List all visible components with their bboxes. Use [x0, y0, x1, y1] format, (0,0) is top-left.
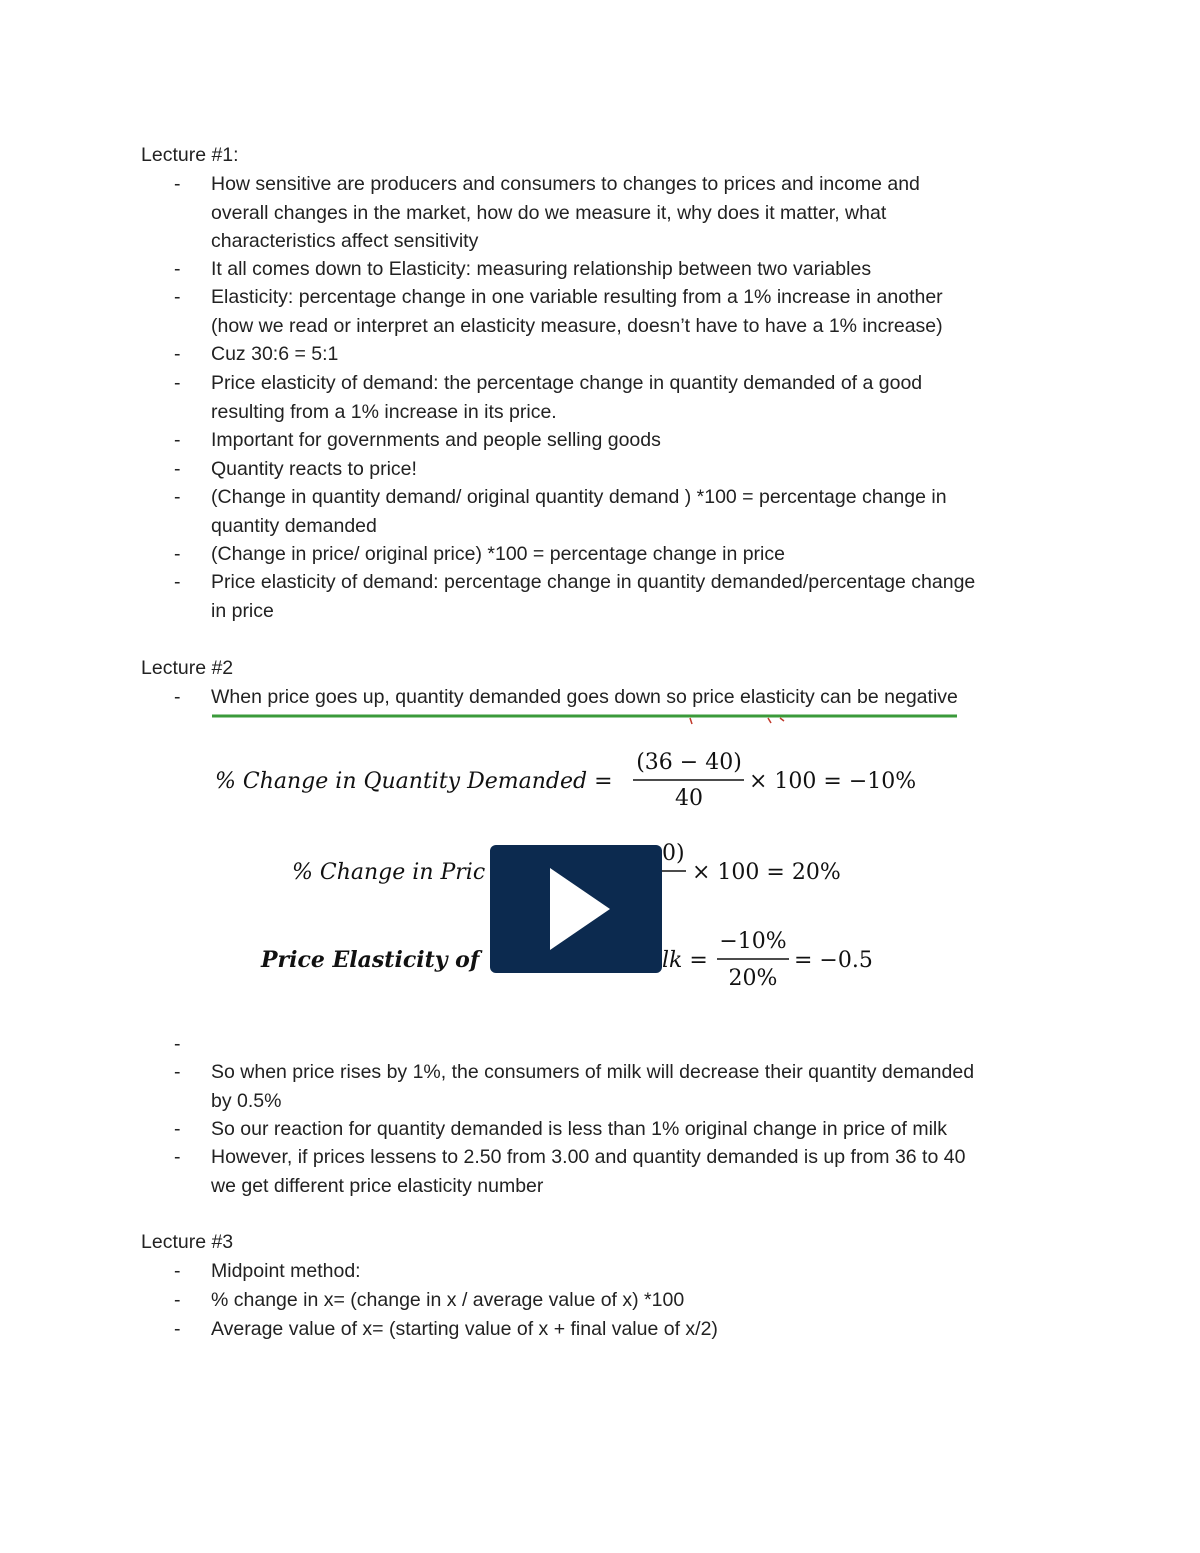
bullet-line: Elasticity: percentage change in one variable resulting from a 1% increase in another: [211, 286, 943, 308]
lecture-3-heading: Lecture #3: [141, 1231, 234, 1253]
eq3-mid: lk =: [662, 948, 708, 973]
eq1-denominator: 40: [675, 786, 703, 811]
lecture-1-heading: Lecture #1:: [141, 144, 239, 166]
bullet-line: by 0.5%: [211, 1089, 282, 1112]
bullet-line: It all comes down to Elasticity: measuring relationship between two variables: [211, 258, 872, 280]
bullet-dash: -: [174, 173, 181, 195]
bullet-line: Quantity reacts to price!: [211, 458, 417, 480]
bullet-line: (Change in quantity demand/ original quantity demand ) *100 = percentage change in: [211, 486, 947, 508]
bullet-dash: -: [174, 1260, 181, 1282]
bullet-line: (Change in price/ original price) *100 = percentage change in price: [211, 543, 785, 565]
bullet-dash: -: [174, 1033, 181, 1055]
bullet-line: characteristics affect sensitivity: [211, 230, 479, 252]
eq2-numerator: 0): [662, 841, 685, 866]
bullet-line: (how we read or interpret an elasticity measure, doesn’t have to have a 1% increase): [211, 314, 943, 337]
bullet-line: Cuz 30:6 = 5:1: [211, 343, 339, 365]
bullet-line: When price goes up, quantity demanded goes down so price elasticity can be negative: [211, 686, 958, 708]
bullet-dash: -: [174, 343, 181, 365]
bullet-line: Important for governments and people selling goods: [211, 429, 661, 451]
bullet-dash: -: [174, 429, 181, 451]
bullet-dash: -: [174, 543, 181, 565]
bullet-dash: -: [174, 486, 181, 508]
bullet-line: So our reaction for quantity demanded is less than 1% original change in price of milk: [211, 1118, 947, 1140]
eq1-rhs: × 100 = −10%: [749, 769, 917, 794]
eq3-denominator: 20%: [728, 966, 778, 991]
bullet-dash: -: [174, 571, 181, 593]
bullet-dash: -: [174, 1146, 181, 1168]
bullet-line: However, if prices lessens to 2.50 from 3.00 and quantity demanded is up from 36 to 40: [211, 1146, 966, 1168]
bullet-line: % change in x= (change in x / average value of x) *100: [211, 1289, 685, 1311]
bullet-dash: -: [174, 458, 181, 480]
bullet-dash: -: [174, 686, 181, 708]
bullet-dash: -: [174, 286, 181, 308]
bullet-dash: -: [174, 1318, 181, 1340]
play-icon: [490, 845, 662, 973]
bullet-line: How sensitive are producers and consumers to changes to prices and income and: [211, 173, 920, 195]
eq2-rhs: × 100 = 20%: [692, 860, 841, 885]
bullet-dash: -: [174, 258, 181, 280]
eq2-lhs: % Change in Pric: [292, 860, 486, 885]
bullet-dash: -: [174, 1289, 181, 1311]
bullet-line: in price: [211, 599, 274, 622]
bullet-dash: -: [174, 372, 181, 394]
eq3-rhs: = −0.5: [794, 948, 873, 973]
eq3-lhs: Price Elasticity of: [261, 947, 480, 973]
bullet-line: Average value of x= (starting value of x + final value of x/2): [211, 1318, 718, 1340]
eq1-numerator: (36 − 40): [636, 750, 742, 775]
bullet-line: So when price rises by 1%, the consumers of milk will decrease their quantity demanded: [211, 1061, 975, 1083]
bullet-line: overall changes in the market, how do we measure it, why does it matter, what: [211, 201, 887, 224]
bullet-line: resulting from a 1% increase in its price.: [211, 400, 557, 423]
bullet-line: we get different price elasticity number: [211, 1174, 544, 1197]
red-marks: [690, 718, 784, 724]
bullet-line: Price elasticity of demand: percentage change in quantity demanded/percentage change: [211, 571, 976, 593]
bullet-line: Midpoint method:: [211, 1260, 361, 1282]
video-play-button[interactable]: [490, 845, 662, 973]
eq3-numerator: −10%: [719, 929, 787, 954]
bullet-dash: -: [174, 1061, 181, 1083]
lecture-2-heading: Lecture #2: [141, 657, 234, 679]
eq1-lhs: % Change in Quantity Demanded =: [215, 769, 613, 794]
bullet-line: Price elasticity of demand: the percentage change in quantity demanded of a good: [211, 372, 923, 394]
bullet-line: quantity demanded: [211, 514, 377, 537]
bullet-dash: -: [174, 1118, 181, 1140]
